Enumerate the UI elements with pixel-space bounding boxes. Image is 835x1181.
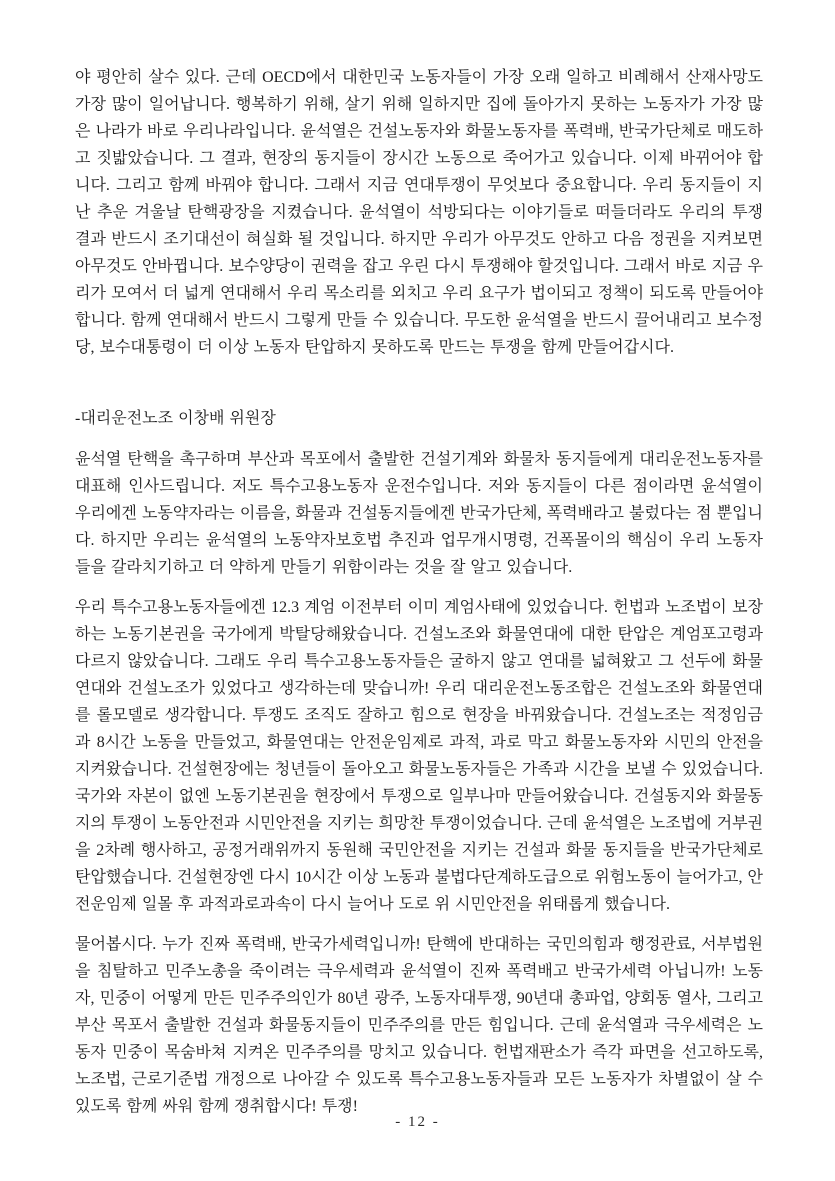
document-body	[75, 64, 763, 1133]
page-number: - 12 -	[395, 1114, 440, 1130]
paragraph: 윤석열 탄핵을 촉구하며 부산과 목포에서 출발한 건설기계와 화물차 동지들에게 대리운전노동자를 대표해 인사드립니다. 저도 특수고용노동자 운전수입니다. 저와 동지들이 다른 점이라면 윤석열이 우리에겐 노동약자라는 이름을, 화물과 건설동지들에겐 반국가단체, 폭력배라고 불렀다는 점 뿐입니다. 하지만 우리는 윤석열의 노동약자보호법 추진과 업무개시명령, 건폭몰이의 핵심이 우리 노동자들을 갈라치기하고 더 약하게 만들기 위함이라는 것을 잘 알고 있습니다.	[75, 451, 763, 576]
paragraph: 물어봅시다. 누가 진짜 폭력배, 반국가세력입니까! 탄핵에 반대하는 국민의힘과 행정관료, 서부법원을 침탈하고 민주노총을 죽이려는 극우세력과 윤석열이 진짜 폭력배고 반국가세력 아닙니까! 노동자, 민중이 어떻게 만든 민주주의인가 80년 광주, 노동자대투쟁, 90년대 총파업, 양회동 열사, 그리고 부산 목포서 출발한 건설과 화물동지들이 민주주의를 만든 힘입니다. 근데 윤석열과 극우세력은 노동자 민중이 목숨바쳐 지켜온 민주주의를 망치고 있습니다. 헌법재판소가 즉각 파면을 선고하도록, 노조법, 근로기준법 개정으로 나아갈 수 있도록 특수고용노동자들과 모든 노동자가 차별없이 살 수 있도록 함께 싸워 함께 쟁취합시다! 투쟁!	[75, 936, 763, 1115]
paragraph: 우리 특수고용노동자들에겐 12.3 계엄 이전부터 이미 계엄사태에 있었습니다. 헌법과 노조법이 보장하는 노동기본권을 국가에게 박탈당해왔습니다. 건설노조와 화물연대에 대한 탄압은 계엄포고령과 다르지 않았습니다. 그래도 우리 특수고용노동자들은 굴하지 않고 연대를 넓혀왔고 그 선두에 화물연대와 건설노조가 있었다고 생각하는데 맞습니까! 우리 대리운전노동조합은 건설노조와 화물연대를 롤모델로 생각합니다. 투쟁도 조직도 잘하고 힘으로 현장을 바꿔왔습니다. 건설노조는 적정임금과 8시간 노동을 만들었고, 화물연대는 안전운임제로 과적, 과로 막고 화물노동자와 시민의 안전을 지켜왔습니다. 건설현장에는 청년들이 돌아오고 화물노동자들은 가족과 시간을 보낼 수 있었습니다. 국가와 자본이 없엔 노동기본권을 현장에서 투쟁으로 일부나마 만들어왔습니다. 건설동지와 화물동지의 투쟁이 노동안전과 시민안전을 지키는 희망찬 투쟁이었습니다. 근데 윤석열은 노조법에 거부권을 2차례 행사하고, 공정거래위까지 동원해 국민안전을 지키는 건설과 화물 동지들을 반국가단체로 탄압했습니다. 건설현장엔 다시 10시간 이상 노동과 불법다단계하도급으로 위험노동이 늘어가고, 안전운임제 일몰 후 과적과로과속이 다시 늘어나 도로 위 시민안전을 위태롭게 했습니다.	[75, 599, 763, 913]
paragraph-continuation: 야 평안히 살수 있다. 근데 OECD에서 대한민국 노동자들이 가장 오래 일하고 비례해서 산재사망도 가장 많이 일어납니다. 행복하기 위해, 살기 위해 일하지만 집에 돌아가지 못하는 노동자가 가장 많은 나라가 바로 우리나라입니다. 윤석열은 건설노동자와 화물노동자를 폭력배, 반국가단체로 매도하고 짓밟았습니다. 그 결과, 현장의 동지들이 장시간 노동으로 죽어가고 있습니다. 이제 바뀌어야 합니다. 그리고 함께 바꿔야 합니다. 그래서 지금 연대투쟁이 무엇보다 중요합니다. 우리 동지들이 지난 추운 겨울날 탄핵광장을 지켰습니다. 윤석열이 석방되다는 이야기들로 떠들더라도 우리의 투쟁 결과 반드시 조기대선이 혀실화 될 것입니다. 하지만 우리가 아무것도 안하고 다음 정권을 지켜보면 아무것도 안바뀝니다. 보수양당이 권력을 잡고 우린 다시 투쟁해야 할것입니다. 그래서 바로 지금 우리가 모여서 더 넓게 연대해서 우리 목소리를 외치고 우리 요구가 법이되고 정책이 되도록 만들어야 합니다. 함께 연대해서 반드시 그렇게 만들 수 있습니다. 무도한 윤석열을 반드시 끌어내리고 보수정당, 보수대통령이 더 이상 노동자 탄압하지 못하도록 만드는 투쟁을 함께 만들어갑시다.	[75, 69, 763, 356]
speaker-heading: -대리운전노조 이창배 위원장	[75, 410, 276, 427]
